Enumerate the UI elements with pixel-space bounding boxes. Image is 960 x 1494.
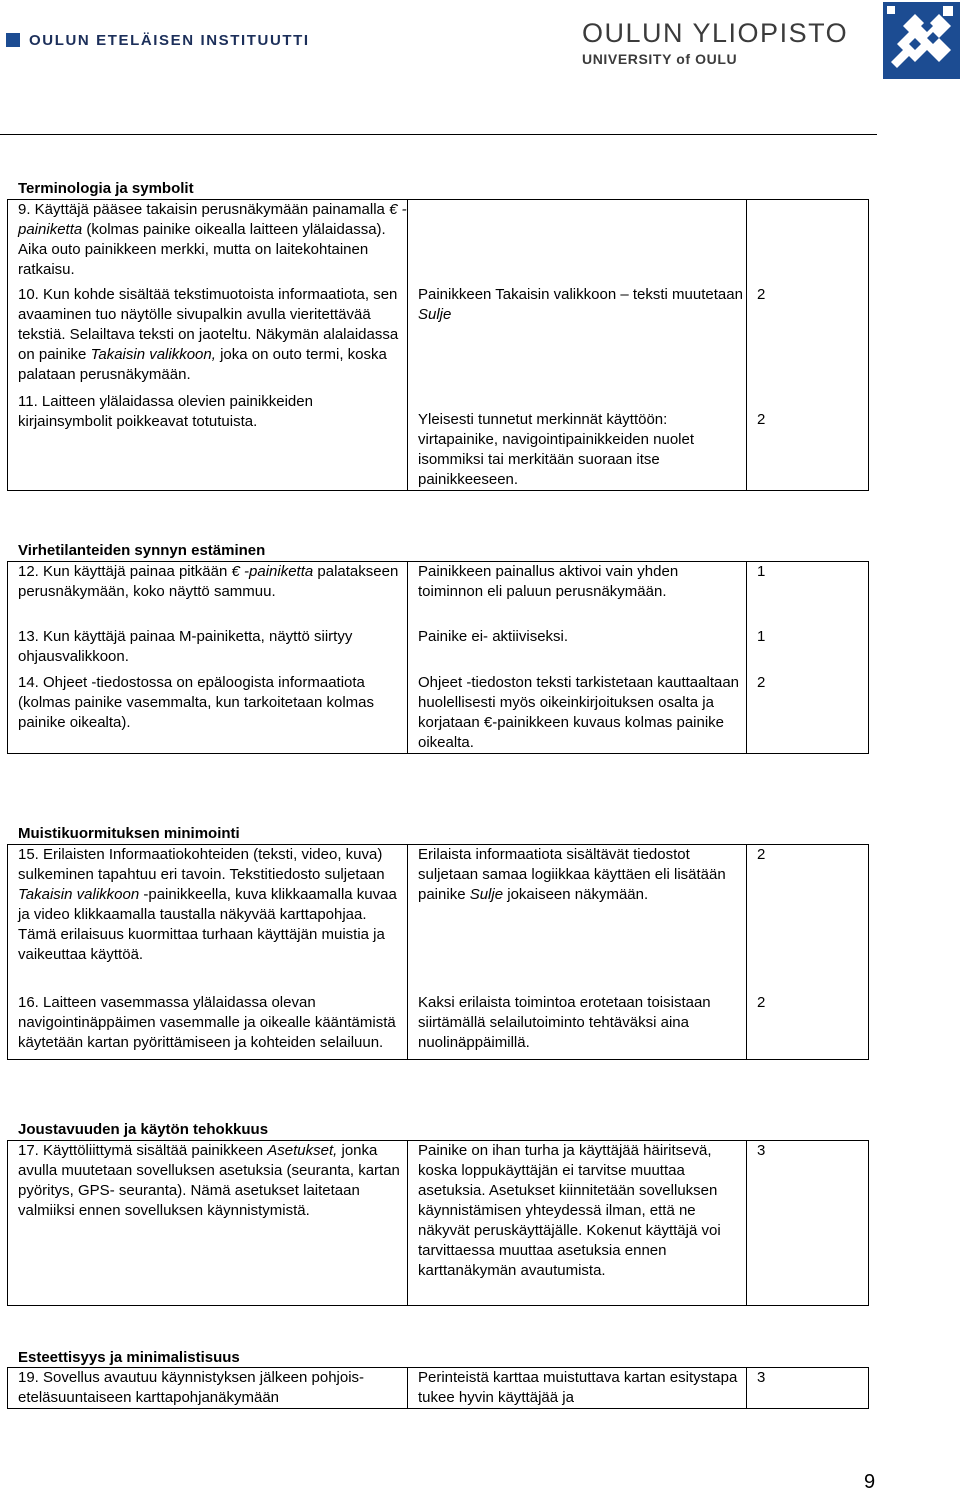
problem-item-16: 16. Laitteen vasemmassa ylälaidassa olevan navigointinäppäimen vasemmalle ja oikealle kääntämistä käytetään kartan pyörittämiseen ja kohteiden selailuun. — [18, 994, 396, 1051]
section-title-virhetilanteet: Virhetilanteiden synnyn estäminen — [18, 542, 266, 559]
severity-cell — [747, 1368, 869, 1409]
severity-item-19: 3 — [757, 1369, 766, 1386]
severity-cell — [747, 845, 869, 1060]
problem-item-15: 15. Erilaisten Informaatiokohteiden (teksti, video, kuva) sulkeminen tapahtuu eri tavoin. Tekstitiedosto suljetaan Takaisin valikkoon -painikkeella, kuva klikkaamalla kuvaa ja video klikkaamalla taustalla näkyvää karttapohjaa. Tämä erilaisuus kuormittaa turhaan käyttäjän muistia ja vaikeuttaa käyttöä. — [18, 846, 397, 963]
severity-item-14: 2 — [757, 674, 766, 691]
severity-cell — [747, 200, 869, 491]
problem-item-9: 9. Käyttäjä pääsee takaisin perusnäkymään painamalla € -painiketta (kolmas painike oikealla laitteen ylälaidassa). Aika outo painikkeen merkki, mutta on laitekohtainen ratkaisu. — [18, 201, 407, 278]
university-emblem-icon — [883, 2, 960, 79]
problem-item-17: 17. Käyttöliittymä sisältää painikkeen Asetukset, jonka avulla muutetaan sovelluksen asetuksia (seuranta, kartan pyöritys, GPS- seuranta). Nämä asetukset laitetaan valmiiksi ennen sovelluksen käynnistymistä. — [18, 1142, 400, 1219]
problem-item-12: 12. Kun käyttäjä painaa pitkään € -painiketta palatakseen perusnäkymään, koko näyttö sammuu. — [18, 563, 399, 600]
problem-item-10: 10. Kun kohde sisältää tekstimuotoista informaatiota, sen avaaminen tuo näytölle sivupalkin avulla vieritettävää tekstiä. Selailtava teksti on jaoteltu. Näkymän alalaidassa on painike Takaisin valikkoon, joka on outo termi, koska palataan perusnäkymään. — [18, 286, 399, 383]
section-title-esteettisyys: Esteettisyys ja minimalistisuus — [18, 1349, 240, 1366]
solution-item-13: Painike ei- aktiiviseksi. — [418, 628, 569, 645]
oulun-yliopisto-logo — [582, 18, 882, 68]
problem-item-19: 19. Sovellus avautuu käynnistyksen jälkeen pohjois-eteläsuuntaiseen karttapohjanäkymään — [18, 1369, 365, 1406]
university-of-oulu-logo-text: UNIVERSITY of OULU — [582, 51, 738, 67]
solution-cell — [408, 562, 747, 754]
problem-cell — [8, 1141, 408, 1306]
evaluation-table-muistikuormitus — [7, 844, 869, 1060]
severity-item-16: 2 — [757, 994, 766, 1011]
solution-item-19: Perinteistä karttaa muistuttava kartan esitystapa tukee hyvin käyttäjää ja — [418, 1369, 738, 1406]
solution-item-9 — [418, 200, 746, 280]
page-header — [0, 0, 960, 80]
problem-cell — [8, 845, 408, 1060]
table-row — [8, 200, 869, 491]
severity-item-11: 2 — [757, 411, 766, 428]
section-title-joustavuus: Joustavuuden ja käytön tehokkuus — [18, 1121, 269, 1138]
evaluation-table-esteettisyys — [7, 1367, 869, 1409]
section-title-terminologia: Terminologia ja symbolit — [18, 180, 194, 197]
severity-cell — [747, 1141, 869, 1306]
table-row — [8, 1368, 869, 1409]
solution-item-12: Painikkeen painallus aktivoi vain yhden toiminnon eli paluun perusnäkymään. — [418, 563, 679, 600]
oulun-etelaisen-logo — [6, 31, 310, 49]
header-divider — [0, 134, 877, 135]
oulun-etelaisen-logo-text: OULUN ETELÄISEN INSTITUUTTI — [29, 31, 310, 49]
severity-item-17: 3 — [757, 1142, 766, 1159]
oulun-yliopisto-logo-text: OULUN YLIOPISTO — [582, 18, 849, 48]
severity-item-13: 1 — [757, 628, 766, 645]
severity-item-15: 2 — [757, 846, 766, 863]
problem-item-11: 11. Laitteen ylälaidassa olevien painikkeiden kirjainsymbolit poikkeavat totutuista. — [18, 393, 313, 430]
severity-cell — [747, 562, 869, 754]
solution-item-17: Painike on ihan turha ja käyttäjää häiritsevä, koska loppukäyttäjän ei tarvitse muuttaa asetuksia. Asetukset kiinnitetään sovelluksen käynnistämisen yhteydessä ilman, että ne näkyvät peruskäyttäjälle. Kokenut käyttäjä voi tarvittaessa muuttaa asetuksia ennen karttanäkymän avautumista. — [418, 1142, 721, 1279]
solution-item-16: Kaksi erilaista toimintoa erotetaan toisistaan siirtämällä selailutoiminto tehtäväksi aina nuolinäppäimillä. — [418, 994, 711, 1051]
solution-item-10: Painikkeen Takaisin valikkoon – teksti muutetaan Sulje — [418, 286, 743, 323]
severity-item-12: 1 — [757, 563, 766, 580]
problem-cell — [8, 200, 408, 491]
severity-item-10: 2 — [757, 286, 766, 303]
table-row — [8, 845, 869, 1060]
evaluation-table-terminologia — [7, 199, 869, 491]
solution-item-11: Yleisesti tunnetut merkinnät käyttöön: virtapainike, navigointipainikkeiden nuolet isommiksi tai merkitään suoraan itse painikkeeseen. — [418, 411, 695, 488]
table-row — [8, 562, 869, 754]
page-number: 9 — [864, 1471, 876, 1493]
problem-item-14: 14. Ohjeet -tiedostossa on epäloogista informaatiota (kolmas painike vasemmalta, kun tarkoitetaan kolmas painike oikealta). — [18, 674, 374, 731]
table-row — [8, 1141, 869, 1306]
solution-cell — [408, 845, 747, 1060]
evaluation-table-joustavuus — [7, 1140, 869, 1306]
problem-cell — [8, 562, 408, 754]
severity-item-9 — [757, 200, 868, 280]
solution-cell — [408, 200, 747, 491]
evaluation-table-virhetilanteet — [7, 561, 869, 754]
problem-item-13: 13. Kun käyttäjä painaa M-painiketta, näyttö siirtyy ohjausvalikkoon. — [18, 628, 353, 665]
solution-cell — [408, 1141, 747, 1306]
section-title-muistikuormitus: Muistikuormituksen minimointi — [18, 825, 240, 842]
problem-cell — [8, 1368, 408, 1409]
solution-item-15: Erilaista informaatiota sisältävät tiedostot suljetaan samaa logiikkaa käyttäen eli lisätään painike Sulje jokaiseen näkymään. — [418, 846, 726, 903]
solution-cell — [408, 1368, 747, 1409]
logo-square-icon — [6, 33, 20, 47]
solution-item-14: Ohjeet -tiedoston teksti tarkistetaan kauttaaltaan huolellisesti myös oikeinkirjoituksen osalta ja korjataan €-painikkeen kuvaus kolmas painike oikealta. — [418, 674, 740, 751]
